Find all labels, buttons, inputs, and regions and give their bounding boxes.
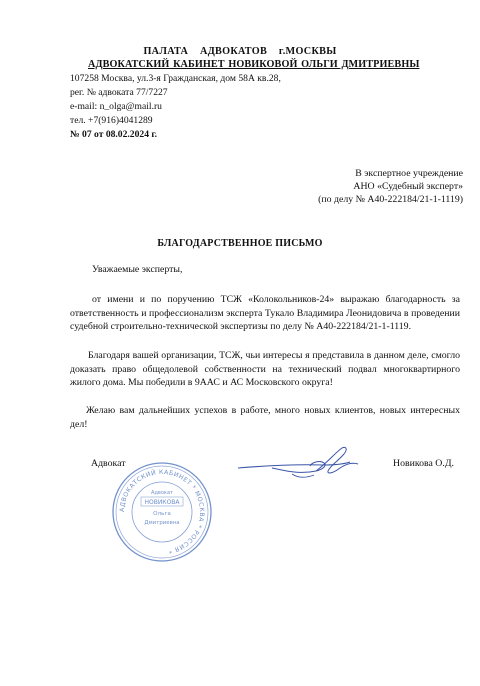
letter-title: БЛАГОДАРСТВЕННОЕ ПИСЬМО — [157, 238, 323, 249]
office-stamp — [110, 460, 214, 564]
handwritten-signature — [232, 438, 372, 486]
office-phone: тел. +7(916)4041289 — [70, 115, 153, 126]
stamp-center-line-4: Дмитриевна — [144, 520, 180, 526]
signer-name: Новикова О.Д. — [393, 458, 454, 469]
recipient-line-3: (по делу № А40-222184/21-1-1119) — [318, 194, 463, 205]
document-number: № 07 от 08.02.2024 г. — [70, 129, 158, 140]
recipient-line-2: АНО «Судебный эксперт» — [353, 181, 463, 192]
lawyer-registration: рег. № адвоката 77/7227 — [70, 87, 168, 98]
stamp-center-line-2: НОВИКОВА — [144, 499, 180, 506]
paragraph-1: от имени и по поручению ТСЖ «Колокольников-24» выражаю благодарность за ответственность и профессионализм эксперта Тукало Владимира Леонидовича в проведении судебной строительно-технической экспертизы по делу № А40-222184/21-1-1119. — [70, 294, 460, 332]
signer-role: Адвокат — [91, 458, 126, 469]
recipient-line-1: В экспертное учреждение — [355, 168, 463, 179]
stamp-ring-text: АДВОКАТСКИЙ КАБИНЕТ * МОСКВА * РОССИЯ * — [118, 468, 206, 555]
stamp-center-line-1: Адвокат — [151, 490, 173, 496]
office-address: 107258 Москва, ул.3-я Гражданская, дом 58А кв.28, — [70, 73, 281, 84]
office-heading: АДВОКАТСКИЙ КАБИНЕТ НОВИКОВОЙ ОЛЬГИ ДМИТРИЕВНЫ — [88, 59, 420, 70]
stamp-center-line-3: Ольга — [153, 511, 171, 517]
paragraph-2: Благодаря вашей организации, ТСЖ, чьи интересы я представила в данном деле, смогло доказать право общедолевой собственности на технический подвал многоквартирного жилого дома. Мы победили в 9ААС и АС Московского округа! — [70, 350, 460, 388]
office-email: e-mail: n_olga@mail.ru — [70, 101, 162, 112]
paragraph-3: Желаю вам дальнейших успехов в работе, много новых клиентов, новых интересных дел! — [70, 405, 460, 430]
greeting: Уважаемые эксперты, — [92, 264, 183, 275]
chamber-heading: ПАЛАТА АДВОКАТОВ г.МОСКВЫ — [143, 46, 337, 57]
